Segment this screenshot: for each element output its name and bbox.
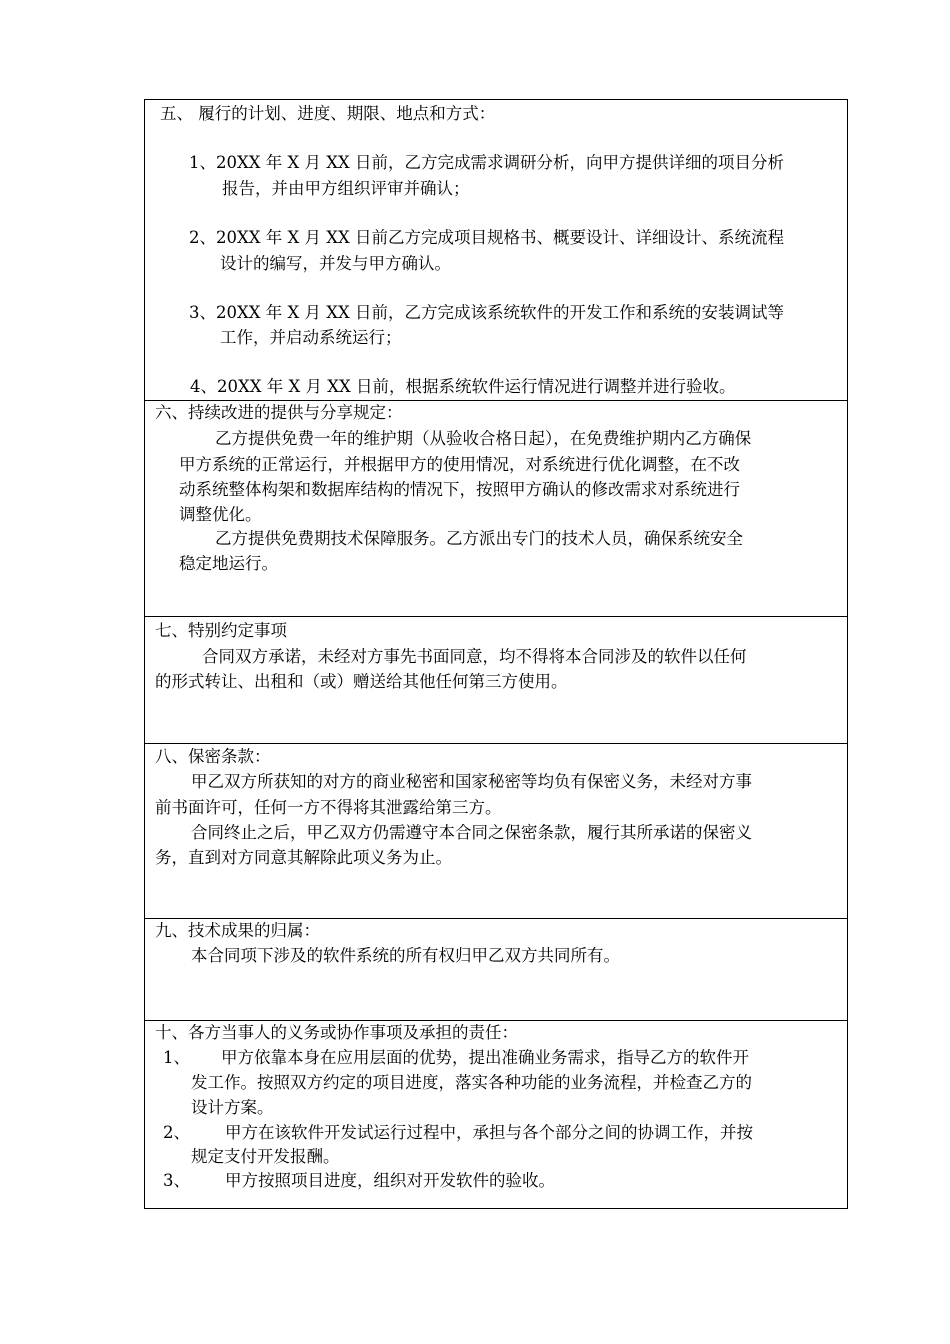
- list-number: 1、: [163, 1048, 190, 1067]
- list-number: 2、: [163, 1123, 190, 1142]
- section-title: 八、保密条款：: [155, 747, 271, 766]
- section-8: [145, 743, 847, 918]
- paragraph-line: 3、20XX 年 X 月 XX 日前，乙方完成该系统软件的开发工作和系统的安装调试等: [189, 303, 784, 322]
- paragraph-line: 乙方提供免费期技术保障服务。乙方派出专门的技术人员，确保系统安全: [215, 529, 743, 548]
- section-title: 六、持续改进的提供与分享规定：: [155, 403, 403, 422]
- paragraph-line: 合同双方承诺，未经对方事先书面同意，均不得将本合同涉及的软件以任何: [202, 647, 747, 666]
- paragraph-line: 甲乙双方所获知的对方的商业秘密和国家秘密等均负有保密义务，未经对方事: [191, 772, 752, 791]
- paragraph-line: 设计的编写，并发与甲方确认。: [220, 254, 451, 273]
- paragraph-line: 4、20XX 年 X 月 XX 日前，根据系统软件运行情况进行调整并进行验收。: [190, 377, 736, 396]
- paragraph-line: 合同终止之后，甲乙双方仍需遵守本合同之保密条款，履行其所承诺的保密义: [191, 823, 752, 842]
- section-9: [145, 918, 847, 1020]
- paragraph-line: 务，直到对方同意其解除此项义务为止。: [155, 848, 452, 867]
- list-number: 3、: [163, 1171, 190, 1190]
- section-title: 七、特别约定事项: [155, 621, 287, 640]
- section-6: [145, 400, 847, 616]
- paragraph-line: 调整优化。: [179, 505, 262, 524]
- section-5: [145, 100, 847, 400]
- section-7: [145, 616, 847, 743]
- paragraph-line: 前书面许可，任何一方不得将其泄露给第三方。: [155, 798, 502, 817]
- section-10: [145, 1020, 847, 1208]
- section-title: 十、各方当事人的义务或协作事项及承担的责任：: [155, 1023, 518, 1042]
- paragraph-line: 甲方按照项目进度，组织对开发软件的验收。: [225, 1171, 555, 1190]
- paragraph-line: 的形式转让、出租和（或）赠送给其他任何第三方使用。: [155, 672, 568, 691]
- paragraph-line: 动系统整体构架和数据库结构的情况下，按照甲方确认的修改需求对系统进行: [179, 480, 740, 499]
- paragraph-line: 稳定地运行。: [179, 554, 278, 573]
- paragraph-line: 规定支付开发报酬。: [191, 1147, 340, 1166]
- paragraph-line: 甲方系统的正常运行，并根据甲方的使用情况，对系统进行优化调整，在不改: [179, 455, 740, 474]
- paragraph-line: 发工作。按照双方约定的项目进度，落实各种功能的业务流程，并检查乙方的: [191, 1073, 752, 1092]
- paragraph-line: 1、20XX 年 X 月 XX 日前，乙方完成需求调研分析，向甲方提供详细的项目分析: [189, 153, 784, 172]
- paragraph-line: 本合同项下涉及的软件系统的所有权归甲乙双方共同所有。: [191, 946, 620, 965]
- paragraph-line: 工作，并启动系统运行；: [220, 328, 402, 347]
- section-title: 五、 履行的计划、进度、期限、地点和方式：: [160, 104, 496, 123]
- paragraph-line: 乙方提供免费一年的维护期（从验收合格日起），在免费维护期内乙方确保: [215, 429, 752, 448]
- paragraph-line: 设计方案。: [191, 1098, 274, 1117]
- section-title: 九、技术成果的归属：: [155, 921, 320, 940]
- paragraph-line: 甲方在该软件开发试运行过程中，承担与各个部分之间的协调工作，并按: [225, 1123, 753, 1142]
- paragraph-line: 2、20XX 年 X 月 XX 日前乙方完成项目规格书、概要设计、详细设计、系统流程: [189, 228, 784, 247]
- contract-table: [144, 99, 848, 1209]
- paragraph-line: 甲方依靠本身在应用层面的优势，提出准确业务需求，指导乙方的软件开: [221, 1048, 749, 1067]
- paragraph-line: 报告，并由甲方组织评审并确认；: [222, 179, 470, 198]
